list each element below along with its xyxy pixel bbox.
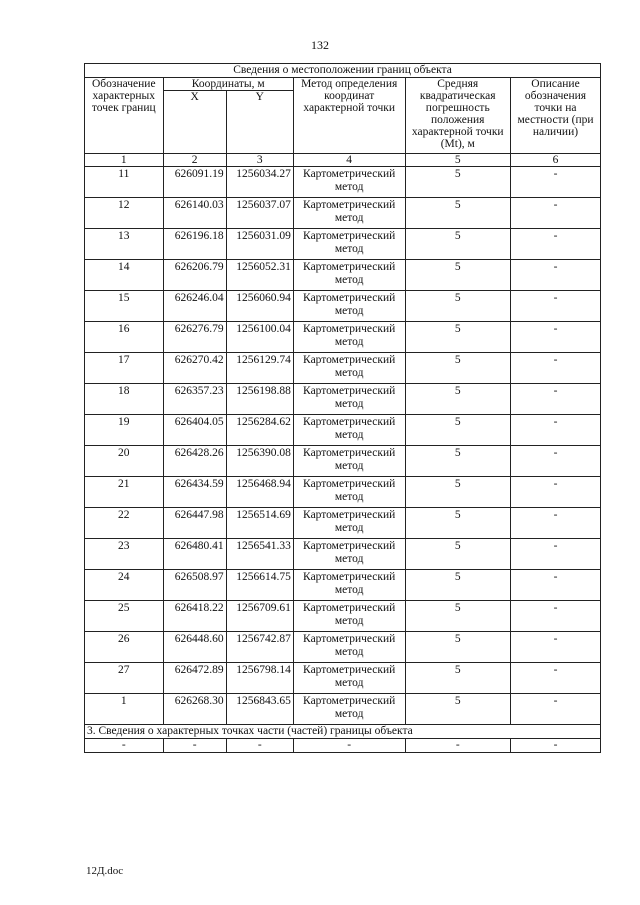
point-cell: 14 bbox=[85, 260, 164, 291]
table-row bbox=[85, 477, 601, 508]
description-cell: - bbox=[510, 632, 600, 663]
point-cell: 17 bbox=[85, 353, 164, 384]
y-coordinate-cell: 1256198.88 bbox=[226, 384, 293, 415]
point-cell: 18 bbox=[85, 384, 164, 415]
error-cell: 5 bbox=[405, 570, 510, 601]
table-row bbox=[85, 322, 601, 353]
point-cell: 23 bbox=[85, 539, 164, 570]
page-number: 132 bbox=[311, 38, 329, 52]
description-cell: - bbox=[510, 601, 600, 632]
table-row bbox=[85, 167, 601, 198]
x-coordinate-cell: 626091.19 bbox=[163, 167, 226, 198]
table-row bbox=[85, 694, 601, 725]
error-cell: 5 bbox=[405, 477, 510, 508]
method-cell: Картометрический метод bbox=[293, 260, 405, 291]
y-coordinate-cell: 1256468.94 bbox=[226, 477, 293, 508]
x-coordinate-cell: 626246.04 bbox=[163, 291, 226, 322]
description-cell: - bbox=[510, 291, 600, 322]
description-cell: - bbox=[510, 384, 600, 415]
column-number: 6 bbox=[510, 154, 600, 167]
error-cell: 5 bbox=[405, 694, 510, 725]
x-coordinate-cell: 626472.89 bbox=[163, 663, 226, 694]
x-coordinate-cell: 626448.60 bbox=[163, 632, 226, 663]
point-cell: 27 bbox=[85, 663, 164, 694]
description-cell: - bbox=[510, 198, 600, 229]
method-cell: Картометрический метод bbox=[293, 198, 405, 229]
x-coordinate-cell: 626140.03 bbox=[163, 198, 226, 229]
description-cell: - bbox=[510, 570, 600, 601]
error-cell: 5 bbox=[405, 291, 510, 322]
method-cell: Картометрический метод bbox=[293, 570, 405, 601]
x-coordinate-cell: 626268.30 bbox=[163, 694, 226, 725]
x-coordinate-cell: 626276.79 bbox=[163, 322, 226, 353]
y-coordinate-cell: 1256100.04 bbox=[226, 322, 293, 353]
method-cell: Картометрический метод bbox=[293, 229, 405, 260]
header-description: Описание обозначения точки на местности (при наличии) bbox=[510, 78, 600, 154]
point-cell: 1 bbox=[85, 694, 164, 725]
point-cell: 19 bbox=[85, 415, 164, 446]
point-cell: 21 bbox=[85, 477, 164, 508]
table-row bbox=[85, 446, 601, 477]
error-cell: 5 bbox=[405, 260, 510, 291]
table-row bbox=[85, 353, 601, 384]
method-cell: Картометрический метод bbox=[293, 384, 405, 415]
column-number: 5 bbox=[405, 154, 510, 167]
point-cell: 13 bbox=[85, 229, 164, 260]
x-coordinate-cell: 626357.23 bbox=[163, 384, 226, 415]
x-coordinate-cell: 626447.98 bbox=[163, 508, 226, 539]
y-coordinate-cell: 1256541.33 bbox=[226, 539, 293, 570]
y-coordinate-cell: 1256742.87 bbox=[226, 632, 293, 663]
error-cell: 5 bbox=[405, 167, 510, 198]
section3-cell: - bbox=[226, 739, 293, 753]
header-x: X bbox=[163, 91, 226, 154]
x-coordinate-cell: 626428.26 bbox=[163, 446, 226, 477]
section3-cell: - bbox=[163, 739, 226, 753]
column-number: 1 bbox=[85, 154, 164, 167]
description-cell: - bbox=[510, 229, 600, 260]
table-body bbox=[85, 167, 601, 725]
description-cell: - bbox=[510, 539, 600, 570]
table-row bbox=[85, 508, 601, 539]
section3-title: 3. Сведения о характерных точках части (частей) границы объекта bbox=[85, 725, 601, 739]
method-cell: Картометрический метод bbox=[293, 446, 405, 477]
document-filename: 12Д.doc bbox=[86, 865, 124, 877]
description-cell: - bbox=[510, 260, 600, 291]
section3-cell: - bbox=[85, 739, 164, 753]
table-row bbox=[85, 415, 601, 446]
point-cell: 11 bbox=[85, 167, 164, 198]
y-coordinate-cell: 1256129.74 bbox=[226, 353, 293, 384]
table-row bbox=[85, 291, 601, 322]
method-cell: Картометрический метод bbox=[293, 663, 405, 694]
column-number: 4 bbox=[293, 154, 405, 167]
point-cell: 25 bbox=[85, 601, 164, 632]
table-row bbox=[85, 570, 601, 601]
point-cell: 15 bbox=[85, 291, 164, 322]
y-coordinate-cell: 1256709.61 bbox=[226, 601, 293, 632]
point-cell: 16 bbox=[85, 322, 164, 353]
method-cell: Картометрический метод bbox=[293, 415, 405, 446]
y-coordinate-cell: 1256037.07 bbox=[226, 198, 293, 229]
point-cell: 26 bbox=[85, 632, 164, 663]
method-cell: Картометрический метод bbox=[293, 291, 405, 322]
x-coordinate-cell: 626196.18 bbox=[163, 229, 226, 260]
description-cell: - bbox=[510, 322, 600, 353]
x-coordinate-cell: 626206.79 bbox=[163, 260, 226, 291]
description-cell: - bbox=[510, 508, 600, 539]
error-cell: 5 bbox=[405, 446, 510, 477]
section3-cell: - bbox=[405, 739, 510, 753]
error-cell: 5 bbox=[405, 198, 510, 229]
y-coordinate-cell: 1256843.65 bbox=[226, 694, 293, 725]
y-coordinate-cell: 1256514.69 bbox=[226, 508, 293, 539]
header-coordinates: Координаты, м bbox=[163, 78, 293, 91]
error-cell: 5 bbox=[405, 632, 510, 663]
section3-cell: - bbox=[510, 739, 600, 753]
header-method: Метод определения координат характерной точки bbox=[293, 78, 405, 154]
method-cell: Картометрический метод bbox=[293, 322, 405, 353]
table-row bbox=[85, 539, 601, 570]
error-cell: 5 bbox=[405, 508, 510, 539]
y-coordinate-cell: 1256284.62 bbox=[226, 415, 293, 446]
error-cell: 5 bbox=[405, 539, 510, 570]
method-cell: Картометрический метод bbox=[293, 539, 405, 570]
description-cell: - bbox=[510, 477, 600, 508]
error-cell: 5 bbox=[405, 663, 510, 694]
table-row bbox=[85, 229, 601, 260]
x-coordinate-cell: 626270.42 bbox=[163, 353, 226, 384]
header-error: Средняя квадратическая погрешность положения характерной точки (Mt), м bbox=[405, 78, 510, 154]
table-row bbox=[85, 384, 601, 415]
method-cell: Картометрический метод bbox=[293, 632, 405, 663]
table-title: Сведения о местоположении границ объекта bbox=[85, 64, 601, 78]
point-cell: 24 bbox=[85, 570, 164, 601]
column-number: 3 bbox=[226, 154, 293, 167]
y-coordinate-cell: 1256034.27 bbox=[226, 167, 293, 198]
description-cell: - bbox=[510, 167, 600, 198]
table-row bbox=[85, 260, 601, 291]
x-coordinate-cell: 626480.41 bbox=[163, 539, 226, 570]
y-coordinate-cell: 1256031.09 bbox=[226, 229, 293, 260]
table-row bbox=[85, 632, 601, 663]
header-designation: Обозначение характерных точек границ bbox=[85, 78, 164, 154]
error-cell: 5 bbox=[405, 229, 510, 260]
x-coordinate-cell: 626434.59 bbox=[163, 477, 226, 508]
y-coordinate-cell: 1256052.31 bbox=[226, 260, 293, 291]
x-coordinate-cell: 626508.97 bbox=[163, 570, 226, 601]
method-cell: Картометрический метод bbox=[293, 694, 405, 725]
error-cell: 5 bbox=[405, 322, 510, 353]
method-cell: Картометрический метод bbox=[293, 508, 405, 539]
point-cell: 20 bbox=[85, 446, 164, 477]
description-cell: - bbox=[510, 353, 600, 384]
table-row bbox=[85, 601, 601, 632]
y-coordinate-cell: 1256390.08 bbox=[226, 446, 293, 477]
error-cell: 5 bbox=[405, 415, 510, 446]
method-cell: Картометрический метод bbox=[293, 353, 405, 384]
error-cell: 5 bbox=[405, 384, 510, 415]
point-cell: 12 bbox=[85, 198, 164, 229]
error-cell: 5 bbox=[405, 353, 510, 384]
method-cell: Картометрический метод bbox=[293, 601, 405, 632]
y-coordinate-cell: 1256614.75 bbox=[226, 570, 293, 601]
method-cell: Картометрический метод bbox=[293, 167, 405, 198]
point-cell: 22 bbox=[85, 508, 164, 539]
error-cell: 5 bbox=[405, 601, 510, 632]
x-coordinate-cell: 626404.05 bbox=[163, 415, 226, 446]
x-coordinate-cell: 626418.22 bbox=[163, 601, 226, 632]
description-cell: - bbox=[510, 694, 600, 725]
table-row bbox=[85, 198, 601, 229]
table-row bbox=[85, 663, 601, 694]
y-coordinate-cell: 1256060.94 bbox=[226, 291, 293, 322]
header-y: Y bbox=[226, 91, 293, 154]
coordinates-table bbox=[84, 63, 601, 753]
method-cell: Картометрический метод bbox=[293, 477, 405, 508]
description-cell: - bbox=[510, 415, 600, 446]
y-coordinate-cell: 1256798.14 bbox=[226, 663, 293, 694]
description-cell: - bbox=[510, 446, 600, 477]
section3-cell: - bbox=[293, 739, 405, 753]
column-number: 2 bbox=[163, 154, 226, 167]
description-cell: - bbox=[510, 663, 600, 694]
